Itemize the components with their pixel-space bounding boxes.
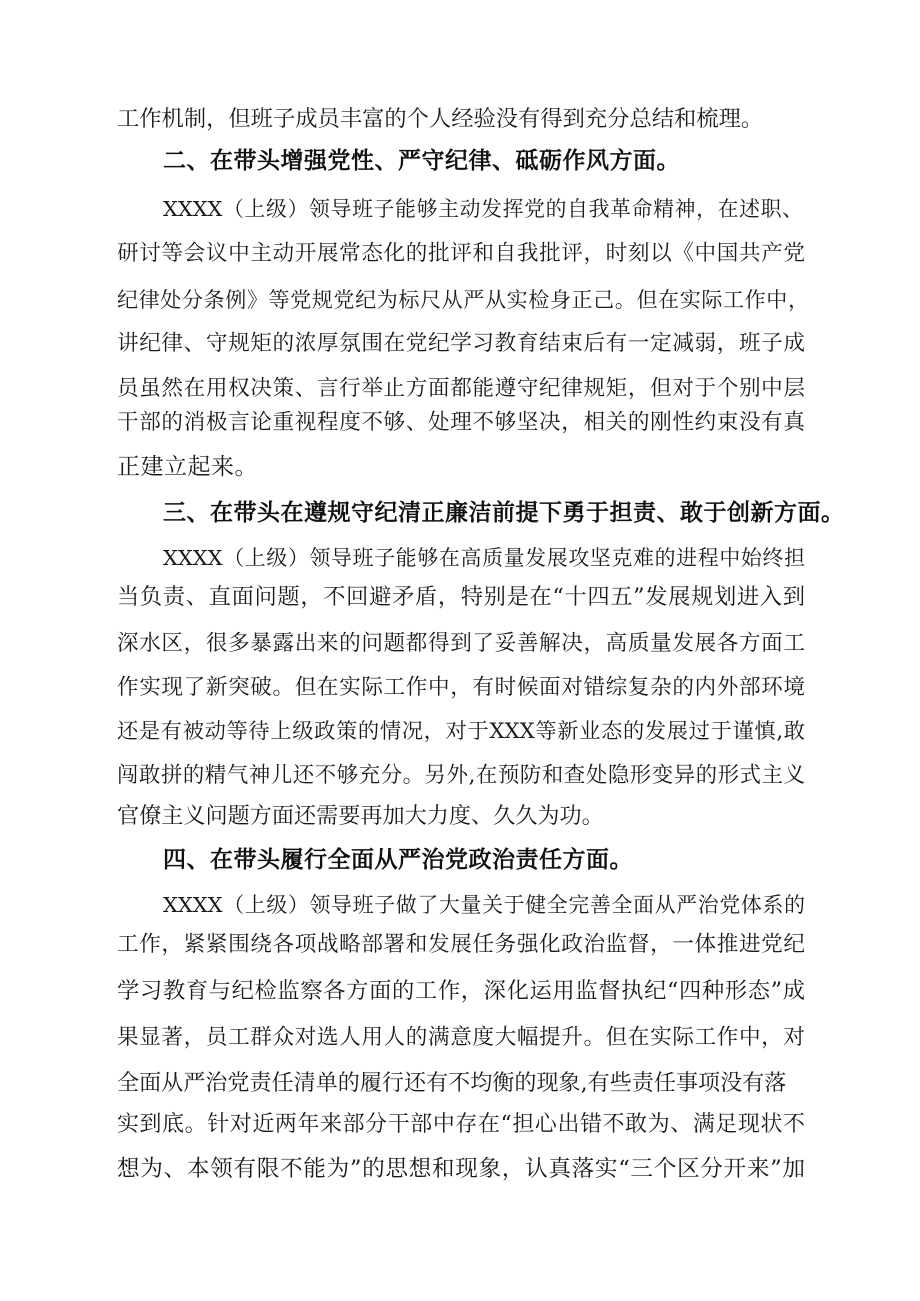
paragraph-line-25: 想为、本领有限不能为”的思想和现象，认真落实“三个区分开来”加 bbox=[117, 1156, 805, 1182]
paragraph-line-15: 还是有被动等待上级政策的情况，对于XXX等新业态的发展过于谨慎,敢 bbox=[117, 719, 805, 744]
paragraph-line-22: 果显著，员工群众对选人用人的满意度大幅提升。但在实际工作中，对 bbox=[117, 1025, 805, 1050]
paragraph-line-7: 员虽然在用权决策、言行举止方面都能遵守纪律规矩，但对于个别中层 bbox=[117, 376, 805, 401]
paragraph-line-3: XXXX（上级）领导班子能够主动发挥党的自我革命精神，在述职、 bbox=[163, 197, 803, 221]
paragraph-line-24: 实到底。针对近两年来部分干部中存在“担心出错不敢为、满足现状不 bbox=[117, 1112, 805, 1137]
section-heading-4: 四、在带头履行全面从严治党政治责任方面。 bbox=[163, 847, 633, 873]
paragraph-line-14: 作实现了新突破。但在实际工作中，有时候面对错综复杂的内外部环境 bbox=[117, 675, 805, 700]
paragraph-line-13: 深水区，很多暴露出来的问题都得到了妥善解决，高质量发展各方面工 bbox=[117, 631, 805, 656]
paragraph-line-23: 全面从严治党责任清单的履行还有不均衡的现象,有些责任事项没有落 bbox=[117, 1071, 787, 1096]
paragraph-line-19: XXXX（上级）领导班子做了大量关于健全完善全面从严治党体系的 bbox=[163, 893, 805, 917]
paragraph-line-12: 当负责、直面问题，不回避矛盾，特别是在“十四五”发展规划进入到 bbox=[117, 584, 805, 610]
paragraph-line-11: XXXX（上级）领导班子能够在高质量发展攻坚克难的进程中始终担 bbox=[163, 546, 805, 570]
paragraph-line-16: 闯敢拼的精气神儿还不够充分。另外,在预防和查处隐形变异的形式主义 bbox=[117, 763, 805, 788]
paragraph-line-5: 纪律处分条例》等党规党纪为标尺从严从实检身正己。但在实际工作中， bbox=[117, 287, 809, 312]
paragraph-line-4: 研讨等会议中主动开展常态化的批评和自我批评，时刻以《中国共产党 bbox=[117, 241, 805, 266]
paragraph-line-6: 讲纪律、守规矩的浓厚氛围在党纪学习教育结束后有一定减弱，班子成 bbox=[117, 331, 805, 356]
paragraph-line-21: 学习教育与纪检监察各方面的工作，深化运用监督执纪“四种形态”成 bbox=[117, 978, 805, 1004]
paragraph-line-17: 官僚主义问题方面还需要再加大力度、久久为功。 bbox=[117, 803, 604, 829]
paragraph-line-9: 正建立起来。 bbox=[117, 454, 258, 480]
paragraph-line-1: 工作机制，但班子成员丰富的个人经验没有得到充分总结和梳理。 bbox=[117, 106, 764, 132]
section-heading-3: 三、在带头在遵规守纪清正廉洁前提下勇于担责、敢于创新方面。 bbox=[163, 500, 845, 526]
section-heading-2: 二、在带头增强党性、严守纪律、砥砺作风方面。 bbox=[163, 148, 680, 174]
paragraph-line-20: 工作，紧紧围绕各项战略部署和发展任务强化政治监督，一体推进党纪 bbox=[117, 932, 805, 957]
paragraph-line-8: 干部的消极言论重视程度不够、处理不够坚决，相关的刚性约束没有真 bbox=[117, 410, 805, 435]
